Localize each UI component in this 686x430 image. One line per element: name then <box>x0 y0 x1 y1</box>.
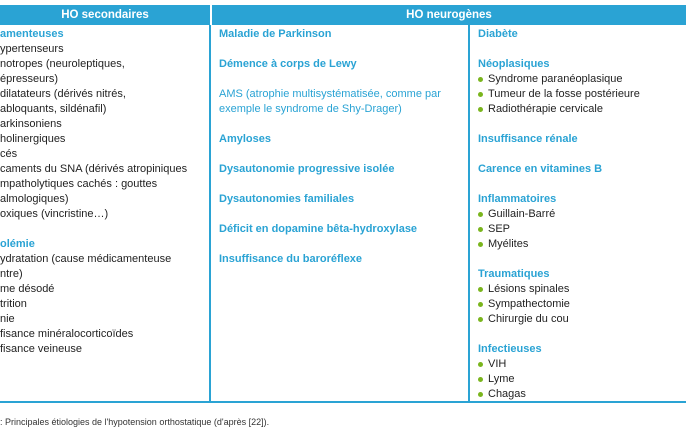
column-secondary <box>0 25 211 401</box>
category-infectieuses: Infectieuses <box>478 343 542 355</box>
list-item: fisance minéralocorticoïdes <box>0 328 134 340</box>
category-medicamenteuses: amenteuses <box>0 28 64 40</box>
category-inflammatoires: Inflammatoires <box>478 193 557 205</box>
header-secondary: HO secondaires <box>0 5 210 25</box>
category-deficit-dopamine: Déficit en dopamine bêta-hydroxylase <box>219 223 418 235</box>
bullet-icon <box>478 377 483 382</box>
bullet-icon <box>478 302 483 307</box>
category-ams: AMS (atrophie multisystématisée, comme par exemple le syndrome de Shy-Drager) <box>219 88 441 115</box>
category-diabete: Diabète <box>478 28 518 40</box>
list-item: cés <box>0 148 18 160</box>
list-item: Lyme <box>478 372 686 387</box>
list-item: almologiques) <box>0 193 69 205</box>
list-item: épresseurs) <box>0 73 59 85</box>
list-item: ypertenseurs <box>0 43 64 55</box>
list-item: me désodé <box>0 283 55 295</box>
header-neurogenic: HO neurogènes <box>212 5 686 25</box>
list-item: arkinsoniens <box>0 118 62 130</box>
list-item: Syndrome paranéoplasique <box>478 72 686 87</box>
list-item: SEP <box>478 222 686 237</box>
list-item: Tumeur de la fosse postérieure <box>478 87 686 102</box>
bullet-icon <box>478 212 483 217</box>
list-item: VIH <box>478 357 686 372</box>
list-item: notropes (neuroleptiques, <box>0 58 125 70</box>
category-dysautonomies-familiales: Dysautonomies familiales <box>219 193 355 205</box>
list-item: nie <box>0 313 15 325</box>
list-item: holinergiques <box>0 133 66 145</box>
category-hypovolemie: olémie <box>0 238 35 250</box>
list-item: caments du SNA (dérivés atropiniques <box>0 163 188 175</box>
category-dysautonomie-isolee: Dysautonomie progressive isolée <box>219 163 395 175</box>
category-parkinson: Maladie de Parkinson <box>219 28 332 40</box>
list-item: trition <box>0 298 27 310</box>
bullet-icon <box>478 92 483 97</box>
column-neuro-peripheral <box>472 25 686 401</box>
list-item: Guillain-Barré <box>478 207 686 222</box>
bullet-icon <box>478 77 483 82</box>
bullet-icon <box>478 107 483 112</box>
category-amyloses: Amyloses <box>219 133 271 145</box>
table-caption: : Principales étiologies de l'hypotension orthostatique (d'après [22]). <box>0 417 270 427</box>
category-baroreflexe: Insuffisance du baroréflexe <box>219 253 363 265</box>
list-item: Lésions spinales <box>478 282 686 297</box>
bullet-icon <box>478 242 483 247</box>
list-item: Radiothérapie cervicale <box>478 102 686 117</box>
list-item: mpatholytiques cachés : gouttes <box>0 178 158 190</box>
category-lewy: Démence à corps de Lewy <box>219 58 357 70</box>
list-item: ydratation (cause médicamenteuse <box>0 253 172 265</box>
column-neuro-central <box>213 25 470 401</box>
list-item: oxiques (vincristine…) <box>0 208 109 220</box>
bullet-icon <box>478 227 483 232</box>
list-item: Chirurgie du cou <box>478 312 686 327</box>
list-item: ntre) <box>0 268 23 280</box>
bullet-icon <box>478 287 483 292</box>
bullet-icon <box>478 317 483 322</box>
list-item: fisance veineuse <box>0 343 82 355</box>
list-item: abloquants, sildénafil) <box>0 103 107 115</box>
bullet-icon <box>478 362 483 367</box>
list-item: Chagas <box>478 387 686 401</box>
category-insuffisance-renale: Insuffisance rénale <box>478 133 578 145</box>
category-carence-vitamines: Carence en vitamines B <box>478 163 603 175</box>
category-neoplasiques: Néoplasiques <box>478 58 550 70</box>
list-item: Myélites <box>478 237 686 252</box>
list-item: Sympathectomie <box>478 297 686 312</box>
category-traumatiques: Traumatiques <box>478 268 550 280</box>
bullet-icon <box>478 392 483 397</box>
list-item: dilatateurs (dérivés nitrés, <box>0 88 126 100</box>
